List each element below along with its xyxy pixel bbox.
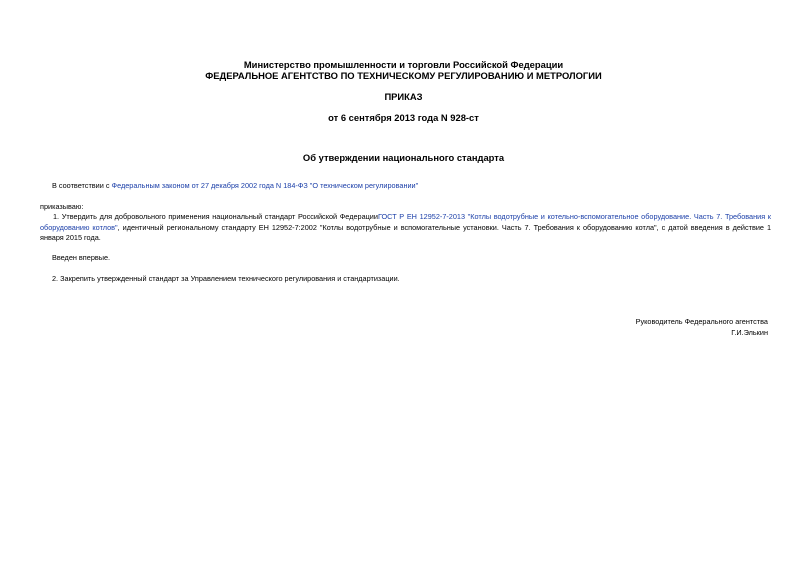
order-word: приказываю: [40,202,84,211]
basis-paragraph [52,181,772,192]
basis-prefix: В соответствии с [52,181,112,190]
first-time-note: Введен впервые. [52,253,111,262]
item1-paragraph [40,212,771,244]
agency-name: ФЕДЕРАЛЬНОЕ АГЕНТСТВО ПО ТЕХНИЧЕСКОМУ РЕГУЛИРОВАНИЮ И МЕТРОЛОГИИ [205,70,602,81]
signature-block [636,316,768,338]
document-date-number: от 6 сентября 2013 года N 928-ст [328,112,479,123]
item1-prefix: 1. Утвердить для добровольного применения национальный стандарт Российской Федерации [53,212,378,221]
document-title: Об утверждении национального стандарта [302,152,505,163]
gost-standard-link[interactable]: ГОСТ Р ЕН 12952-7-2013 "Котлы водотрубные и котельно-вспомогательное оборудование. Часть 7. Требования к оборудованию котлов" [40,212,771,232]
federal-law-link[interactable]: Федеральным законом от 27 декабря 2002 года N 184-ФЗ "О техническом регулировании" [111,181,419,190]
ministry-name: Министерство промышленности и торговли Российской Федерации [243,59,564,70]
signature-position: Руководитель Федерального агентства [635,317,768,326]
signature-name: Г.И.Элькин [731,328,768,337]
item2-paragraph: 2. Закрепить утвержденный стандарт за Управлением технического регулирования и стандартизации. [52,274,400,283]
document-type: ПРИКАЗ [384,91,423,102]
item1-suffix: , идентичный региональному стандарту ЕН 12952-7:2002 "Котлы водотрубные и вспомогательные установки. Часть 7. Требования к оборудованию котла", с датой введения в действие 1 января 2015 года. [40,222,771,242]
